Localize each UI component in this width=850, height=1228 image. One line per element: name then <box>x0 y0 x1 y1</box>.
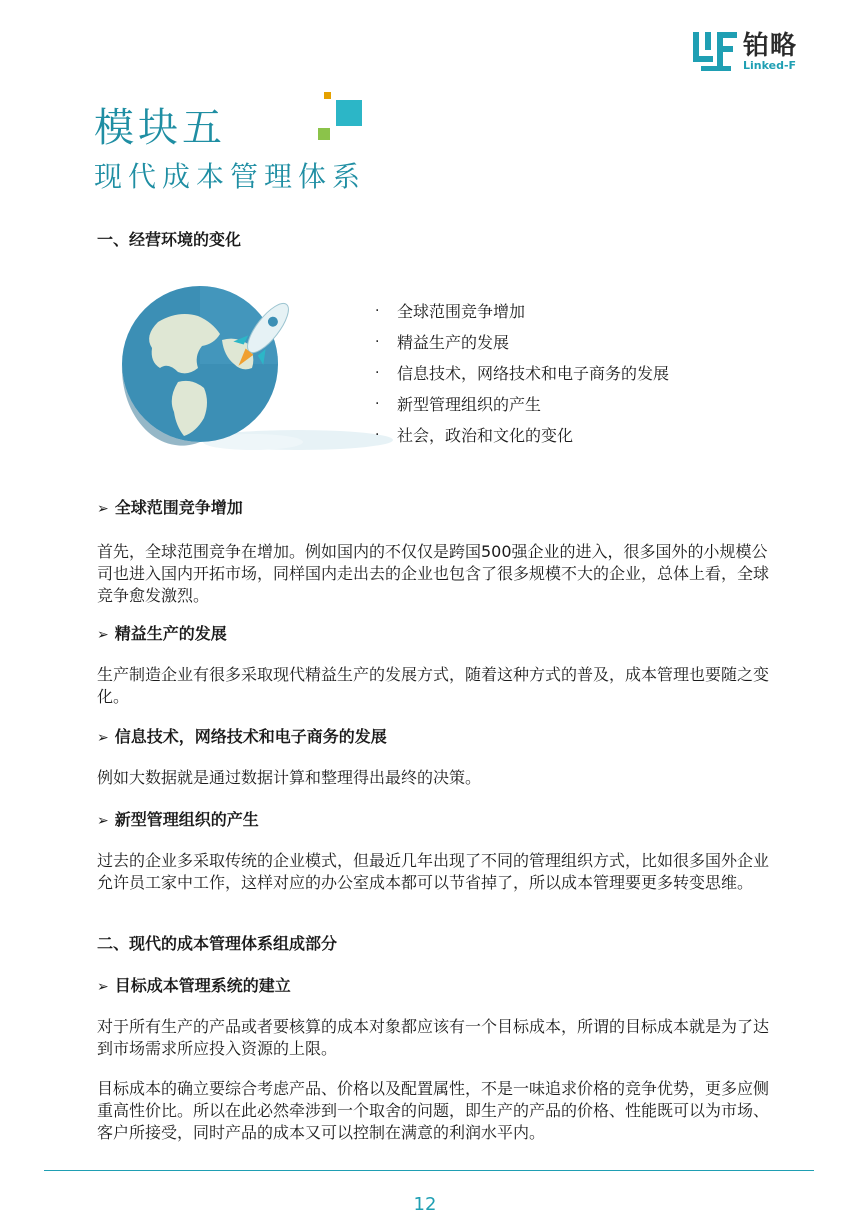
globe-rocket-illustration <box>118 282 393 452</box>
paragraph-info-tech: 例如大数据就是通过数据计算和整理得出最终的决策。 <box>97 768 482 787</box>
page-title: 模块五 <box>94 105 226 151</box>
list-item: · 全球范围竞争增加 <box>375 302 526 321</box>
list-item: · 信息技术，网络技术和电子商务的发展 <box>375 364 670 383</box>
paragraph-lean-production: 生产制造企业有很多采取现代精益生产的发展方式，随着这种方式的普及，成本管理也要随之变化。 <box>97 665 770 706</box>
page-number: 12 <box>413 1194 437 1215</box>
paragraph-target-cost-2: 目标成本的确立要综合考虑产品、价格以及配置属性，不是一味追求价格的竞争优势，更多应侧重高性价比。所以在此必然牵涉到一个取舍的问题，即生产的产品的价格、性能既可以为市场、客户所接受，同时产品的成本又可以控制在满意的利润水平内。 <box>97 1079 770 1142</box>
brand-logo <box>693 32 797 72</box>
subheading-new-organization: ➢ 新型管理组织的产生 <box>97 810 259 829</box>
paragraph-new-organization: 过去的企业多采取传统的企业模式，但最近几年出现了不同的管理组织方式，比如很多国外企业允许员工家中工作，这样对应的办公室成本都可以节省掉了，所以成本管理要更多转变思维。 <box>97 851 770 892</box>
subheading-global-competition: ➢ 全球范围竞争增加 <box>97 498 243 517</box>
footer-divider <box>44 1170 814 1171</box>
bullet-list <box>375 296 669 451</box>
decorative-squares <box>318 92 368 142</box>
list-item: · 社会，政治和文化的变化 <box>375 426 574 445</box>
paragraph-global-competition: 首先，全球范围竞争在增加。例如国内的不仅仅是跨国500强企业的进入，很多国外的小规模公司也进入国内开拓市场，同样国内走出去的企业也包含了很多规模不大的企业，总体上看，全球竞争愈发激烈。 <box>97 542 770 605</box>
subheading-lean-production: ➢ 精益生产的发展 <box>97 624 227 643</box>
subheading-target-cost: ➢ 目标成本管理系统的建立 <box>97 976 291 995</box>
list-item: · 新型管理组织的产生 <box>375 395 542 414</box>
brand-name-cn: 铂略 <box>743 31 798 61</box>
paragraph-target-cost-1: 对于所有生产的产品或者要核算的成本对象都应该有一个目标成本，所谓的目标成本就是为了达到市场需求所应投入资源的上限。 <box>97 1017 770 1058</box>
subheading-info-tech: ➢ 信息技术，网络技术和电子商务的发展 <box>97 727 387 746</box>
section-heading-1: 一、经营环境的变化 <box>97 230 242 249</box>
page-subtitle: 现代成本管理体系 <box>94 160 367 193</box>
logo-mark-icon <box>693 32 739 72</box>
section-heading-2: 二、现代的成本管理体系组成部分 <box>97 934 338 953</box>
brand-name-en: Linked-F <box>743 59 797 72</box>
list-item: · 精益生产的发展 <box>375 333 510 352</box>
